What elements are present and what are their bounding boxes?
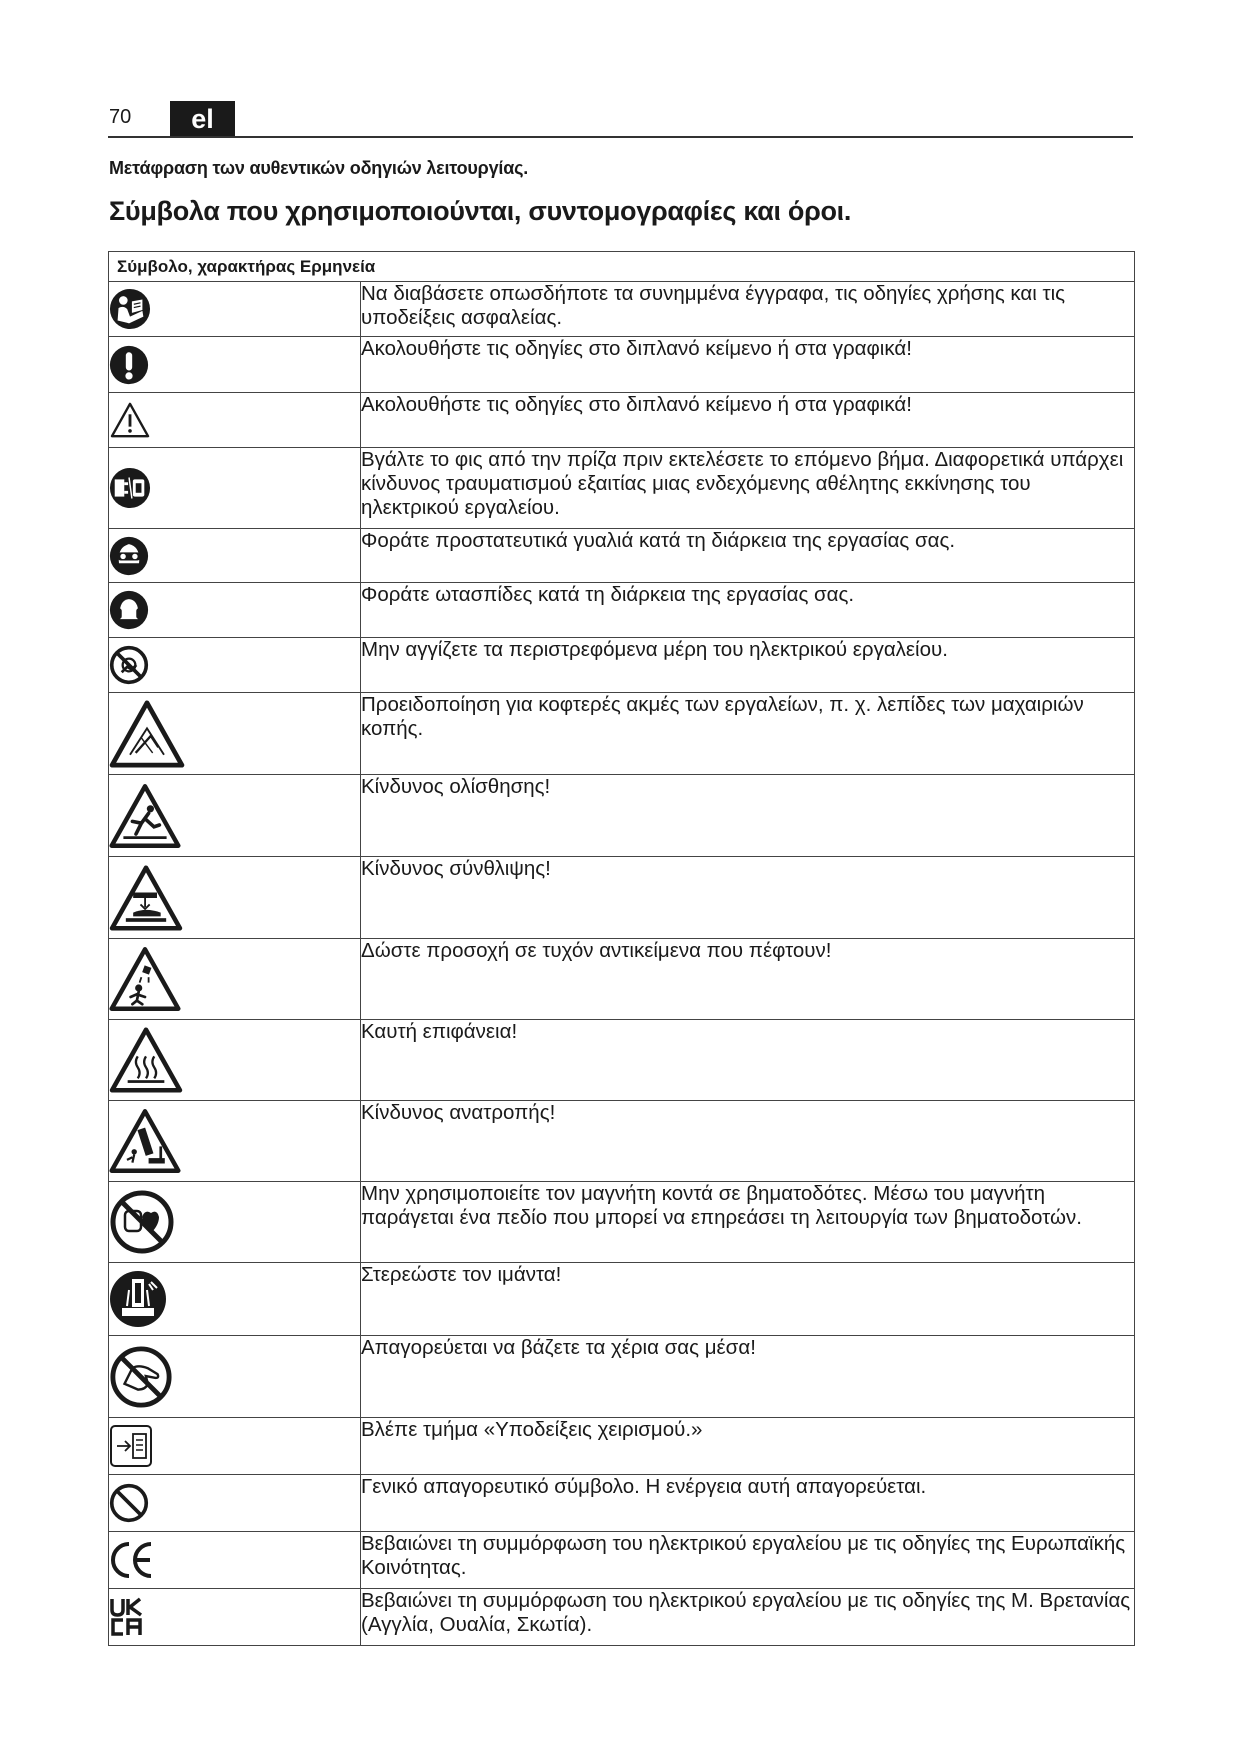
table-row: [109, 448, 1135, 529]
no-pacemaker-icon: [109, 1189, 175, 1255]
table-row: [109, 583, 1135, 638]
document-subtitle: Μετάφραση των αυθεντικών οδηγιών λειτουργίας.: [109, 158, 529, 178]
table-row: [109, 1336, 1135, 1418]
important-exclamation-icon: [109, 345, 149, 385]
row-description: Κίνδυνος σύνθλιψης!: [361, 857, 1135, 939]
table-row: [109, 1589, 1135, 1646]
row-description: Προειδοποίηση για κοφτερές ακμές των εργαλείων, π. χ. λεπίδες των μαχαιριών κοπής.: [361, 693, 1135, 775]
language-tab: el: [170, 101, 235, 137]
table-row: [109, 1418, 1135, 1475]
table-row: [109, 393, 1135, 448]
row-description: Ακολουθήστε τις οδηγίες στο διπλανό κείμενο ή στα γραφικά!: [361, 393, 1135, 448]
table-header-row: [109, 252, 1135, 282]
header-divider: [108, 136, 1133, 138]
table-row: [109, 638, 1135, 693]
row-description: Να διαβάσετε οπωσδήποτε τα συνημμένα έγγραφα, τις οδηγίες χρήσης και τις υποδείξεις ασφαλείας.: [361, 282, 1135, 337]
row-description: Μην αγγίζετε τα περιστρεφόμενα μέρη του ηλεκτρικού εργαλείου.: [361, 638, 1135, 693]
row-description: Γενικό απαγορευτικό σύμβολο. Η ενέργεια αυτή απαγορεύεται.: [361, 1475, 1135, 1532]
table-row: [109, 857, 1135, 939]
row-description: Βγάλτε το φις από την πρίζα πριν εκτελέσετε το επόμενο βήμα. Διαφορετικά υπάρχει κίνδυνος τραυματισμού εξαιτίας μιας ενδεχόμενης αθέλητης εκκίνησης του ηλεκτρικού εργαλείου.: [361, 448, 1135, 529]
row-description: Φοράτε ωτασπίδες κατά τη διάρκεια της εργασίας σας.: [361, 583, 1135, 638]
falling-objects-icon: [109, 946, 181, 1012]
ear-protection-icon: [109, 590, 149, 630]
table-row: [109, 1101, 1135, 1182]
table-row: [109, 282, 1135, 337]
column-header-meaning: Ερμηνεία: [299, 256, 376, 276]
page-number: 70: [109, 106, 132, 128]
table-row: [109, 1532, 1135, 1589]
table-header: [109, 252, 1135, 282]
table-row: [109, 1475, 1135, 1532]
table-row: [109, 1020, 1135, 1101]
row-description: Μην χρησιμοποιείτε τον μαγνήτη κοντά σε βηματοδότες. Μέσω του μαγνήτη παράγεται ένα πεδίο που μπορεί να επηρεάσει τη λειτουργία των βηματοδοτών.: [361, 1182, 1135, 1263]
table-row: [109, 1182, 1135, 1263]
table-row: [109, 1263, 1135, 1336]
table-row: [109, 775, 1135, 857]
ce-mark-icon: [109, 1540, 155, 1580]
warning-triangle-icon: [109, 401, 151, 439]
table-row: [109, 939, 1135, 1020]
see-section-icon: [109, 1424, 153, 1468]
ukca-mark-icon: [109, 1597, 145, 1637]
tipping-hazard-icon: [109, 1108, 181, 1174]
row-description: Ακολουθήστε τις οδηγίες στο διπλανό κείμενο ή στα γραφικά!: [361, 337, 1135, 393]
prohibition-icon: [109, 1483, 149, 1523]
row-description: Απαγορεύεται να βάζετε τα χέρια σας μέσα!: [361, 1336, 1135, 1418]
column-header-symbol: Σύμβολο, χαρακτήρας: [117, 256, 296, 276]
row-description: Στερεώστε τον ιμάντα!: [361, 1263, 1135, 1336]
row-description: Βεβαιώνει τη συμμόρφωση του ηλεκτρικού εργαλείου με τις οδηγίες της Μ. Βρετανίας (Αγγλία, Ουαλία, Σκωτία).: [361, 1589, 1135, 1646]
symbols-table: [108, 251, 1135, 1646]
page-title: Σύμβολα που χρησιμοποιούνται, συντομογραφίες και όροι.: [109, 196, 852, 226]
table-row: [109, 693, 1135, 775]
unplug-icon: [109, 467, 151, 509]
read-manual-icon: [109, 288, 151, 330]
row-description: Δώστε προσοχή σε τυχόν αντικείμενα που πέφτουν!: [361, 939, 1135, 1020]
hot-surface-icon: [109, 1027, 183, 1093]
table-row: [109, 529, 1135, 583]
row-description: Κίνδυνος ανατροπής!: [361, 1101, 1135, 1182]
row-description: Καυτή επιφάνεια!: [361, 1020, 1135, 1101]
sharp-edges-warning-icon: [109, 700, 185, 768]
safety-goggles-icon: [109, 536, 149, 576]
table-row: [109, 337, 1135, 393]
crush-hazard-icon: [109, 865, 183, 931]
no-hands-icon: [109, 1345, 173, 1409]
secure-magnet-icon: [109, 1270, 167, 1328]
row-description: Βεβαιώνει τη συμμόρφωση του ηλεκτρικού εργαλείου με τις οδηγίες της Ευρωπαϊκής Κοινότητας.: [361, 1532, 1135, 1589]
slip-hazard-icon: [109, 783, 181, 849]
no-touch-rotating-parts-icon: [109, 645, 149, 685]
row-description: Κίνδυνος ολίσθησης!: [361, 775, 1135, 857]
row-description: Βλέπε τμήμα «Υποδείξεις χειρισμού.»: [361, 1418, 1135, 1475]
row-description: Φοράτε προστατευτικά γυαλιά κατά τη διάρκεια της εργασίας σας.: [361, 529, 1135, 583]
